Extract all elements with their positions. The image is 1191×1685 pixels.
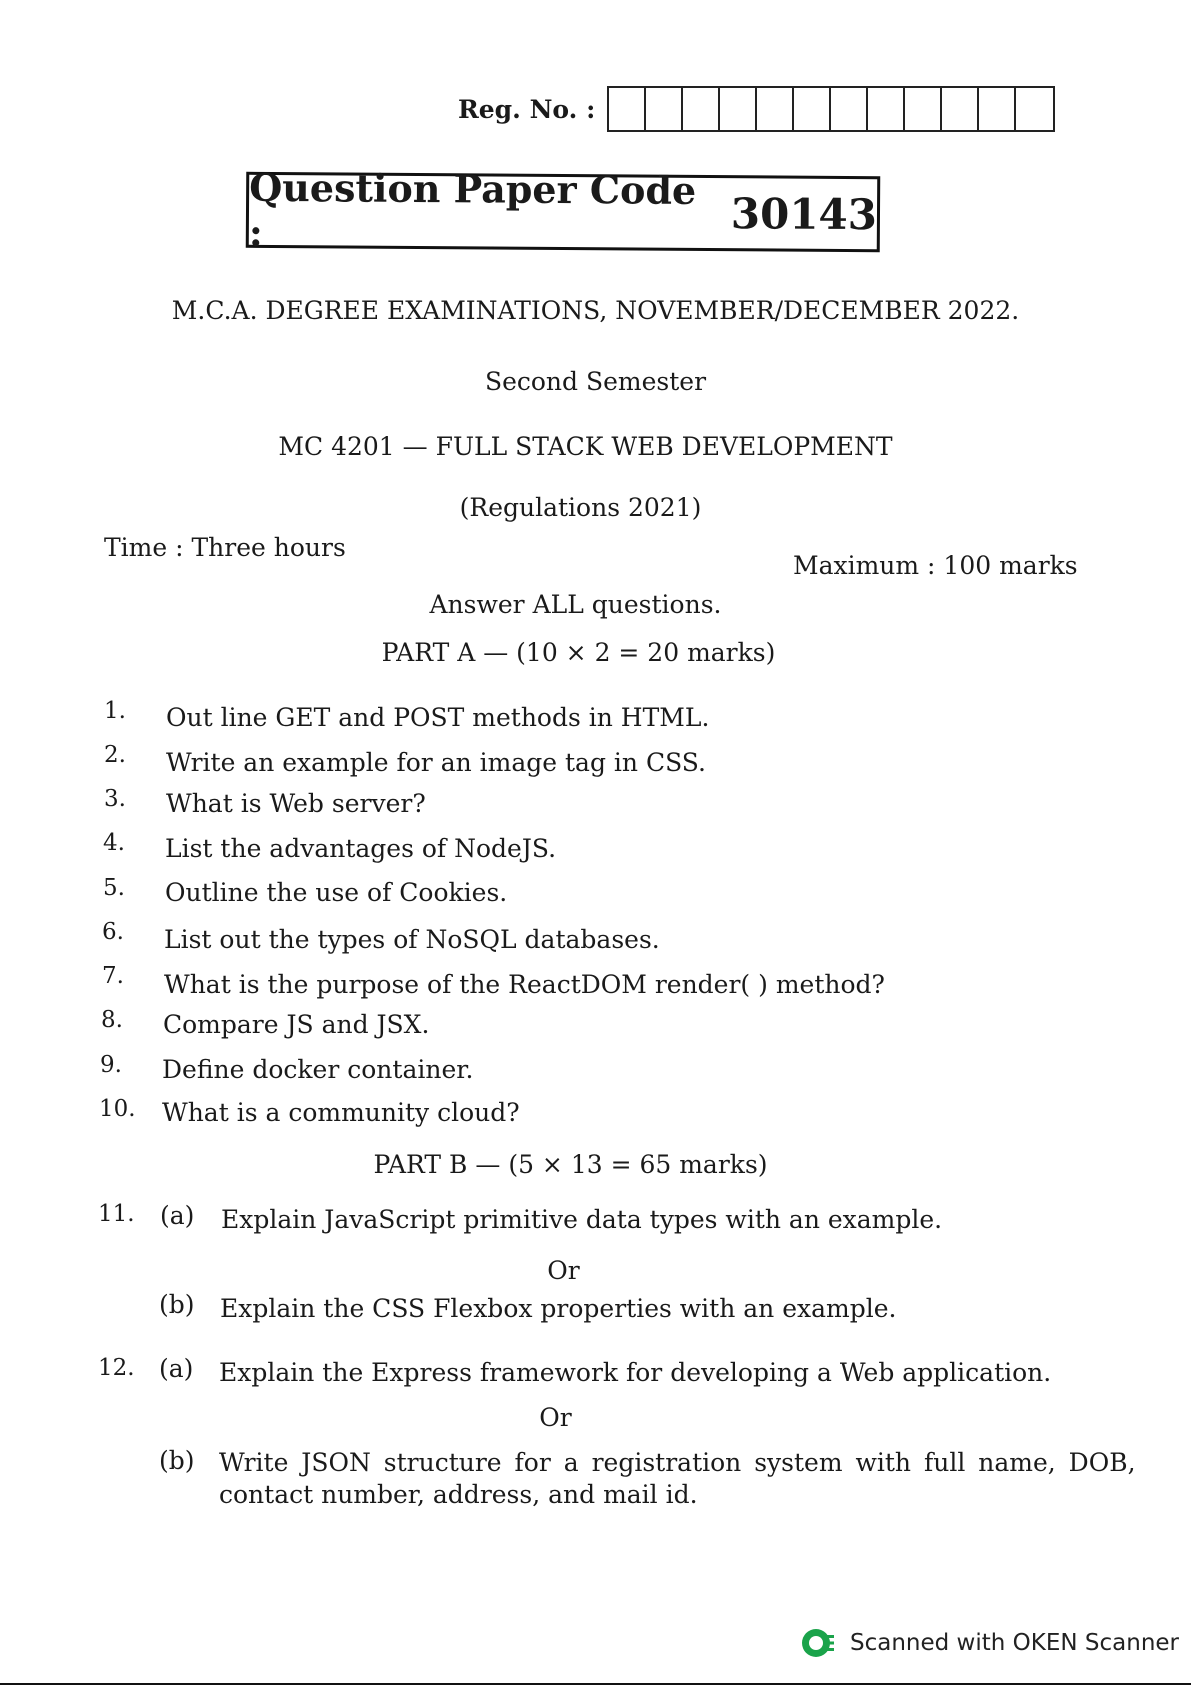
- reg-box[interactable]: [794, 88, 831, 130]
- reg-box[interactable]: [868, 88, 905, 130]
- question-text: Explain JavaScript primitive data types with an example.: [221, 1205, 943, 1234]
- reg-box[interactable]: [942, 88, 979, 130]
- question-text: What is a community cloud?: [162, 1098, 520, 1127]
- sub-question-label: (b): [159, 1290, 195, 1319]
- question-text: What is Web server?: [166, 789, 426, 818]
- course-title: MC 4201 — FULL STACK WEB DEVELOPMENT: [278, 432, 893, 461]
- question-number: 11.: [98, 1201, 135, 1227]
- maximum-marks: Maximum : 100 marks: [793, 551, 1078, 580]
- reg-box[interactable]: [609, 88, 646, 130]
- part-b-title: PART B — (5 × 13 = 65 marks): [373, 1150, 768, 1179]
- time-duration: Time : Three hours: [104, 533, 346, 562]
- question-number: 2.: [104, 742, 126, 768]
- reg-box[interactable]: [979, 88, 1016, 130]
- question-text: Define docker container.: [162, 1055, 474, 1084]
- question-text: Write JSON structure for a registration system with full name, DOB,: [219, 1448, 1136, 1477]
- or-separator: Or: [539, 1403, 572, 1432]
- question-text: List the advantages of NodeJS.: [165, 834, 557, 863]
- question-text-continued: contact number, address, and mail id.: [219, 1480, 698, 1509]
- question-number: 12.: [98, 1355, 135, 1381]
- reg-box[interactable]: [831, 88, 868, 130]
- sub-question-label: (b): [159, 1446, 195, 1475]
- reg-box[interactable]: [757, 88, 794, 130]
- reg-label: Reg. No. :: [458, 94, 596, 124]
- code-number: 30143: [730, 188, 878, 239]
- question-text: Explain the CSS Flexbox properties with an example.: [220, 1294, 897, 1323]
- question-text: List out the types of NoSQL databases.: [164, 925, 660, 954]
- instruction: Answer ALL questions.: [429, 590, 722, 619]
- question-number: 6.: [102, 919, 124, 945]
- sub-question-label: (a): [159, 1354, 194, 1383]
- question-number: 3.: [104, 786, 126, 812]
- exam-title: M.C.A. DEGREE EXAMINATIONS, NOVEMBER/DECEMBER 2022.: [171, 296, 1020, 325]
- question-number: 10.: [99, 1096, 136, 1122]
- question-text: Outline the use of Cookies.: [165, 878, 508, 907]
- scanner-watermark: [800, 1625, 1179, 1661]
- question-text: What is the purpose of the ReactDOM render( ) method?: [164, 970, 885, 999]
- reg-box[interactable]: [905, 88, 942, 130]
- question-text: Write an example for an image tag in CSS.: [166, 748, 706, 777]
- question-number: 4.: [103, 830, 125, 856]
- part-a-title: PART A — (10 × 2 = 20 marks): [381, 638, 776, 667]
- scanner-logo-icon: [800, 1625, 836, 1661]
- question-number: 5.: [103, 875, 125, 901]
- reg-box[interactable]: [1016, 88, 1053, 130]
- scanner-text: Scanned with OKEN Scanner: [850, 1630, 1179, 1656]
- reg-number-field: [458, 86, 1055, 132]
- question-number: 1.: [104, 698, 126, 724]
- reg-boxes[interactable]: [607, 86, 1055, 132]
- question-text: Out line GET and POST methods in HTML.: [166, 703, 710, 732]
- semester: Second Semester: [484, 367, 707, 396]
- question-number: 7.: [102, 963, 124, 989]
- question-number: 9.: [100, 1052, 122, 1078]
- reg-box[interactable]: [646, 88, 683, 130]
- or-separator: Or: [547, 1256, 580, 1285]
- sub-question-label: (a): [160, 1201, 195, 1230]
- regulations: (Regulations 2021): [459, 493, 702, 522]
- question-paper-code-box: [246, 164, 881, 255]
- question-number: 8.: [101, 1007, 123, 1033]
- reg-box[interactable]: [720, 88, 757, 130]
- code-label: Question Paper Code :: [248, 164, 697, 255]
- question-text: Explain the Express framework for developing a Web application.: [219, 1358, 1052, 1387]
- reg-box[interactable]: [683, 88, 720, 130]
- question-text: Compare JS and JSX.: [163, 1010, 430, 1039]
